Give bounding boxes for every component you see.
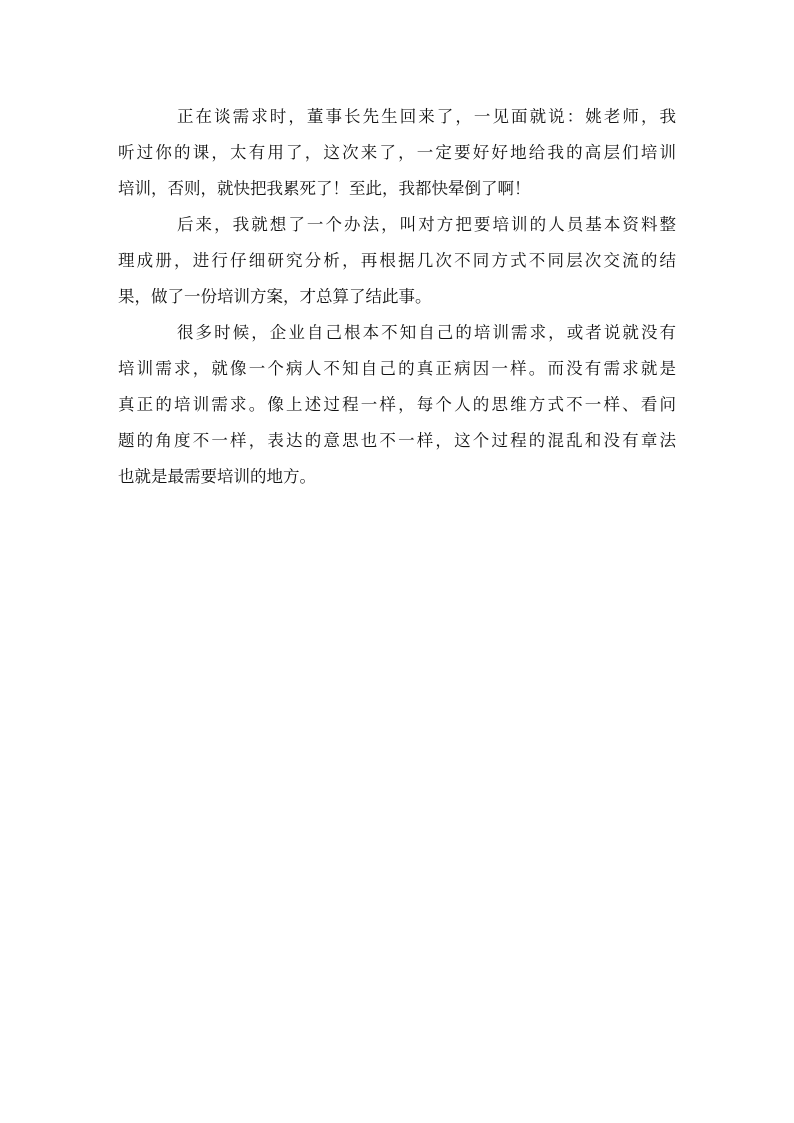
paragraph-line: 也就是最需要培训的地方。 (118, 467, 316, 486)
paragraph-line: 培训，否则，就快把我累死了！至此，我都快晕倒了啊！ (118, 179, 531, 198)
paragraph-line: 真正的培训需求。像上述过程一样，每个人的思维方式不一样、看问 (118, 395, 676, 414)
paragraph-line: 培训需求，就像一个病人不知自己的真正病因一样。而没有需求就是 (118, 359, 676, 378)
paragraph-line: 题的角度不一样，表达的意思也不一样，这个过程的混乱和没有章法 (118, 431, 676, 450)
paragraph-line: 听过你的课，太有用了，这次来了，一定要好好地给我的高层们培训 (118, 143, 676, 162)
paragraph-2 (118, 207, 676, 315)
paragraph-3 (118, 315, 676, 495)
paragraph-line: 理成册，进行仔细研究分析，再根据几次不同方式不同层次交流的结 (118, 251, 676, 270)
paragraph-line: 后来，我就想了一个办法，叫对方把要培训的人员基本资料整 (177, 215, 676, 234)
paragraph-line: 果，做了一份培训方案，才总算了结此事。 (118, 287, 432, 306)
paragraph-1 (118, 99, 676, 207)
document-body (118, 99, 676, 495)
paragraph-line: 很多时候，企业自己根本不知自己的培训需求，或者说就没有 (177, 323, 676, 342)
paragraph-line: 正在谈需求时，董事长先生回来了，一见面就说：姚老师，我 (177, 107, 676, 126)
